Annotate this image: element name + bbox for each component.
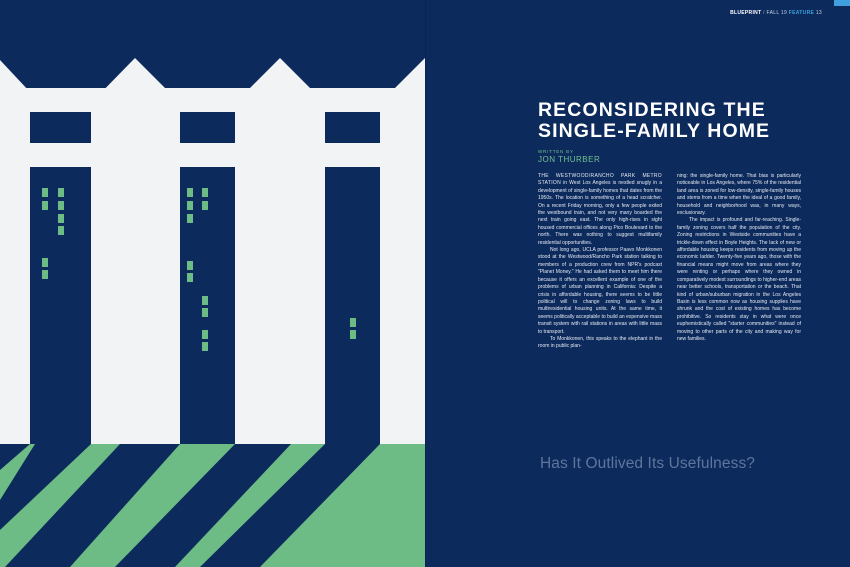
corner-tab xyxy=(834,0,850,6)
running-header xyxy=(730,10,822,16)
header-separator: / xyxy=(763,10,765,16)
body-column-2 xyxy=(677,173,801,343)
body-paragraph: The impact is profound and far-reaching. Single-family zoning covers half the population of the city. Zoning restrictions in Westside communities have a trickle-down effect in Boyle Heights. The lack of new or affordable housing keeps residents from moving up the economic ladder. Twenty-five years ago, those with the financial means might move from areas where they were renting or perhaps where they owned in comparatively modest surroundings to higher-end areas near better schools, transportation or the beach. That kind of urban/suburban migration in the Los Angeles Basin is less common now as housing supplies have shrunk and the cost of existing homes has become prohibitive. So residents stay in what were once euphemistically called "starter communities" instead of moving to other parts of the city and making way for new families. xyxy=(677,217,801,342)
body-column-1 xyxy=(538,173,662,351)
article-title xyxy=(538,100,798,142)
body-paragraph xyxy=(538,173,662,247)
publication-name: BLUEPRINT xyxy=(730,10,762,16)
paragraph-text: in West Los Angeles is nestled snugly in a development of single-family homes that dates from the 1950s. The location is something of a head scratcher. On a recent Friday morning, only a few people exited the westbound train, and not very many boarded the next train going east. The only high-rises in sight housed commercial offices along Pico Boulevard to the north. There was nothing to suggest multifamily residential opportunities. xyxy=(538,180,662,246)
issue-label: FALL 19 xyxy=(766,10,788,16)
body-paragraph: Not long ago, UCLA professor Paavo Monkkonen stood at the Westwood/Rancho Park station talking to members of a production crew from NPR's podcast "Planet Money." He had asked them to meet him there because it offers an excellent example of one of the problems of urban planning in California: Despite a crisis in affordable housing, there seems to be little political will to change zoning laws to build multiresidential housing units. At the same time, it seems politically acceptable to build an expensive mass transit system with rail stations in areas with little mass to transport. xyxy=(538,247,662,335)
lead-in: THE WESTWOOD/RANCHO PARK METRO STATION xyxy=(538,173,662,187)
body-paragraph: ning: the single-family home. That bias is particularly noticeable in Los Angeles, where 75% of the residential land area is zoned for low-density, single-family houses and stems from a time when the ideal of a good family, household and neighborhood was, in many ways, exclusionary. xyxy=(677,173,801,217)
title-line-2: SINGLE-FAMILY HOME xyxy=(538,120,771,142)
body-paragraph: To Monkkonen, this speaks to the elephant in the room in public plan- xyxy=(538,335,662,350)
pull-quote: Has It Outlived Its Usefulness? xyxy=(540,455,756,472)
section-label: FEATURE xyxy=(788,10,815,16)
author-name: JON THURBER xyxy=(538,155,601,164)
spine-gutter xyxy=(425,0,426,567)
byline-label: WRITTEN BY xyxy=(538,149,574,154)
title-line-1: RECONSIDERING THE xyxy=(538,99,766,121)
page-number: 13 xyxy=(815,10,822,16)
